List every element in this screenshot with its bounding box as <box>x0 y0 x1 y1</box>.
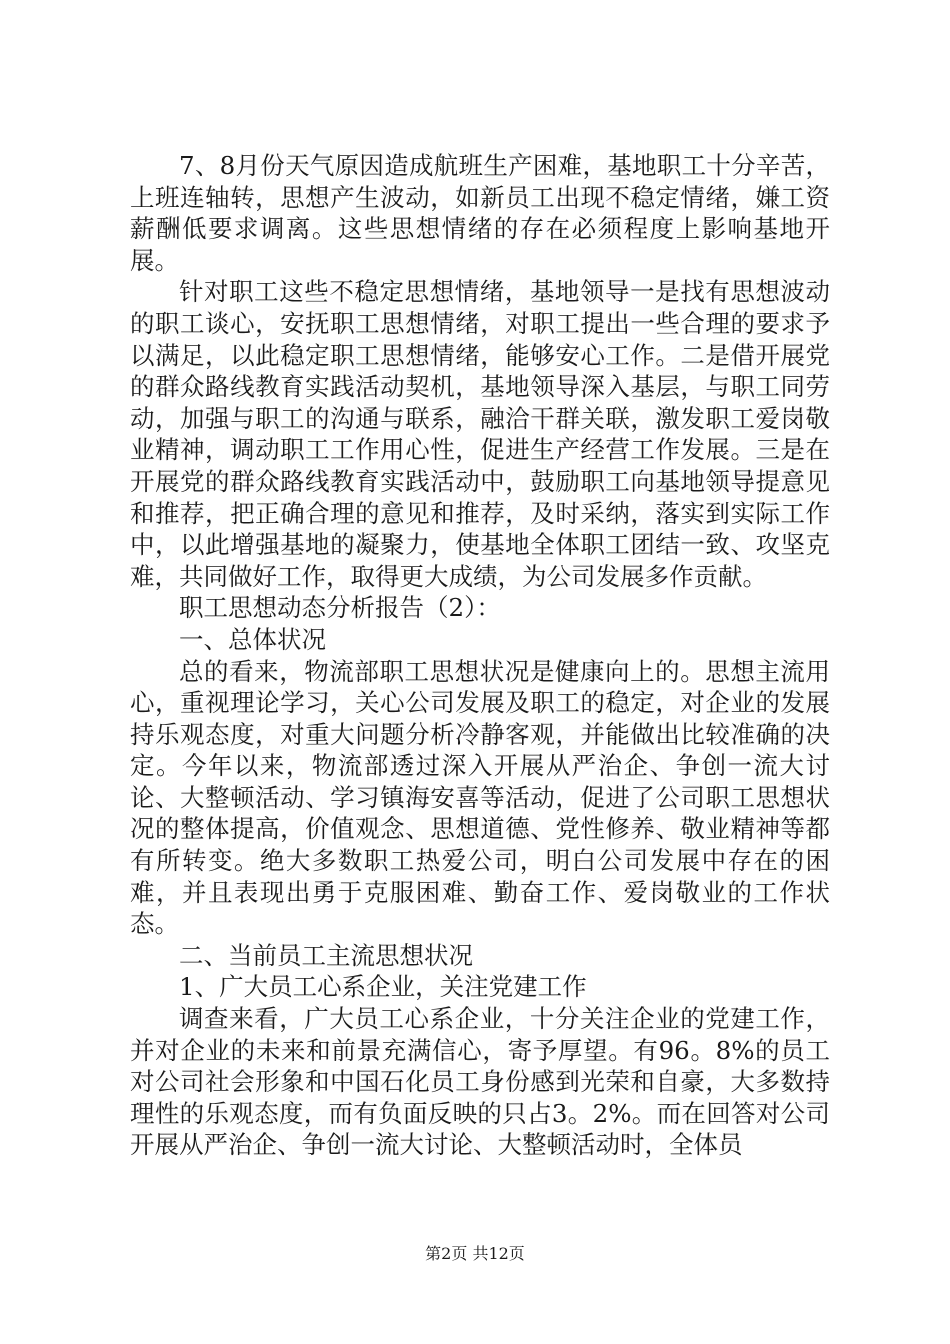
paragraph-leadership-measures: 针对职工这些不稳定思想情绪，基地领导一是找有思想波动的职工谈心，安抚职工思想情绪，对职工提出一些合理的要求予以满足，以此稳定职工思想情绪，能够安心工作。二是借开展党的群众路线教育实践活动契机，基地领导深入基层，与职工同劳动，加强与职工的沟通与联系，融洽干群关联，激发职工爱岗敬业精神，调动职工工作用心性，促进生产经营工作发展。三是在开展党的群众路线教育实践活动中，鼓励职工向基地领导提意见和推荐，把正确合理的意见和推荐，及时采纳，落实到实际工作中，以此增强基地的凝聚力，使基地全体职工团结一致、攻坚克难，共同做好工作，取得更大成绩，为公司发展多作贡献。 <box>130 277 830 591</box>
section-heading-overall: 一、总体状况 <box>179 624 326 654</box>
subheading-care-for-enterprise: 1、广大员工心系企业，关注党建工作 <box>179 972 587 1002</box>
document-body <box>130 150 830 1161</box>
paragraph-weather-impact: 7、8月份天气原因造成航班生产困难，基地职工十分辛苦，上班连轴转，思想产生波动，如新员工出现不稳定情绪，嫌工资薪酬低要求调离。这些思想情绪的存在必须程度上影响基地开展。 <box>130 151 830 275</box>
paragraph-overall-status: 总的看来，物流部职工思想状况是健康向上的。思想主流用心，重视理论学习，关心公司发展及职工的稳定，对企业的发展持乐观态度，对重大问题分析冷静客观，并能做出比较准确的决定。今年以来，物流部透过深入开展从严治企、争创一流大讨论、大整顿活动、学习镇海安喜等活动，促进了公司职工思想状况的整体提高，价值观念、思想道德、党性修养、敬业精神等都有所转变。绝大多数职工热爱公司，明白公司发展中存在的困难，并且表现出勇于克服困难、勤奋工作、爱岗敬业的工作状态。 <box>130 656 830 939</box>
page-number-footer: 第2页 共12页 <box>425 1244 525 1263</box>
section-heading-mainstream: 二、当前员工主流思想状况 <box>179 940 473 970</box>
report-subtitle: 职工思想动态分析报告（2）： <box>179 593 501 623</box>
paragraph-survey-results: 调查来看，广大员工心系企业，十分关注企业的党建工作，并对企业的未来和前景充满信心，寄予厚望。有96。8%的员工对公司社会形象和中国石化员工身份感到光荣和自豪，大多数持理性的乐观态度，而有负面反映的只占3。2%。而在回答对公司开展从严治企、争创一流大讨论、大整顿活动时，全体员 <box>130 1004 830 1160</box>
